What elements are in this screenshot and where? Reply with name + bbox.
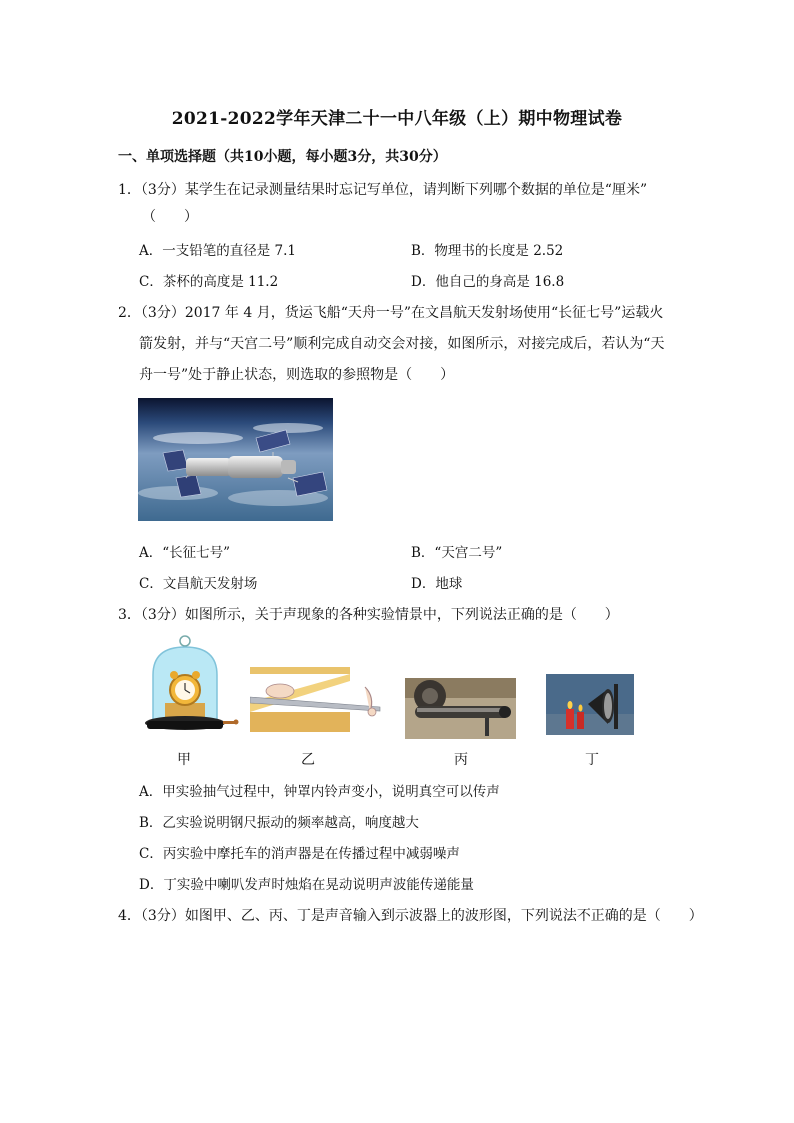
q4-stem-line1: 4．（3分）如图甲、乙、丙、丁是声音输入到示波器上的波形图，下列说法不正确的是（ ） bbox=[118, 908, 703, 924]
steel-ruler-image bbox=[250, 667, 393, 732]
q1-stem-line2: （ ） bbox=[142, 209, 198, 225]
q2-stem-line3: 舟一号”处于静止状态，则选取的参照物是（ ） bbox=[139, 367, 455, 383]
q3-option-c: C．丙实验中摩托车的消声器是在传播过程中减弱噪声 bbox=[139, 846, 460, 862]
q3-option-d: D．丁实验中喇叭发声时烛焰在晃动说明声波能传递能量 bbox=[139, 877, 474, 893]
speaker-candle-image bbox=[546, 674, 634, 735]
caption-bing: 丙 bbox=[454, 752, 468, 768]
section-heading: 一、单项选择题（共10小题，每小题3分，共30分） bbox=[118, 149, 447, 165]
q2-option-c: C．文昌航天发射场 bbox=[139, 576, 258, 592]
caption-ding: 丁 bbox=[585, 752, 599, 768]
motorcycle-muffler-image bbox=[405, 678, 516, 739]
q1-option-a: A．一支铅笔的直径是 7.1 bbox=[139, 243, 297, 259]
q2-stem-line1: 2．（3分）2017 年 4 月，货运飞船“天舟一号”在文昌航天发射场使用“长征七号”运载火 bbox=[118, 305, 664, 321]
q2-stem-line2: 箭发射，并与“天宫二号”顺利完成自动交会对接，如图所示，对接完成后，若认为“天 bbox=[139, 336, 665, 352]
q3-option-b: B．乙实验说明钢尺振动的频率越高，响度越大 bbox=[139, 815, 419, 831]
q1-option-c: C．茶杯的高度是 11.2 bbox=[139, 274, 279, 290]
caption-jia: 甲 bbox=[177, 752, 191, 768]
spacecraft-docking-image bbox=[138, 398, 333, 521]
q3-option-a: A．甲实验抽气过程中，钟罩内铃声变小，说明真空可以传声 bbox=[139, 784, 500, 800]
q1-option-b: B．物理书的长度是 2.52 bbox=[411, 243, 564, 259]
q2-option-a: A．“长征七号” bbox=[139, 545, 231, 561]
q2-option-b: B．“天宫二号” bbox=[411, 545, 503, 561]
q3-stem-line1: 3．（3分）如图所示，关于声现象的各种实验情景中，下列说法正确的是（ ） bbox=[118, 607, 619, 623]
q1-stem-line1: 1．（3分）某学生在记录测量结果时忘记写单位，请判断下列哪个数据的单位是“厘米” bbox=[118, 182, 648, 198]
q2-option-d: D．地球 bbox=[411, 576, 463, 592]
page-title: 2021-2022学年天津二十一中八年级（上）期中物理试卷 bbox=[171, 109, 623, 129]
q1-option-d: D．他自己的身高是 16.8 bbox=[411, 274, 565, 290]
bell-jar-image bbox=[143, 635, 240, 737]
caption-yi: 乙 bbox=[301, 752, 315, 768]
